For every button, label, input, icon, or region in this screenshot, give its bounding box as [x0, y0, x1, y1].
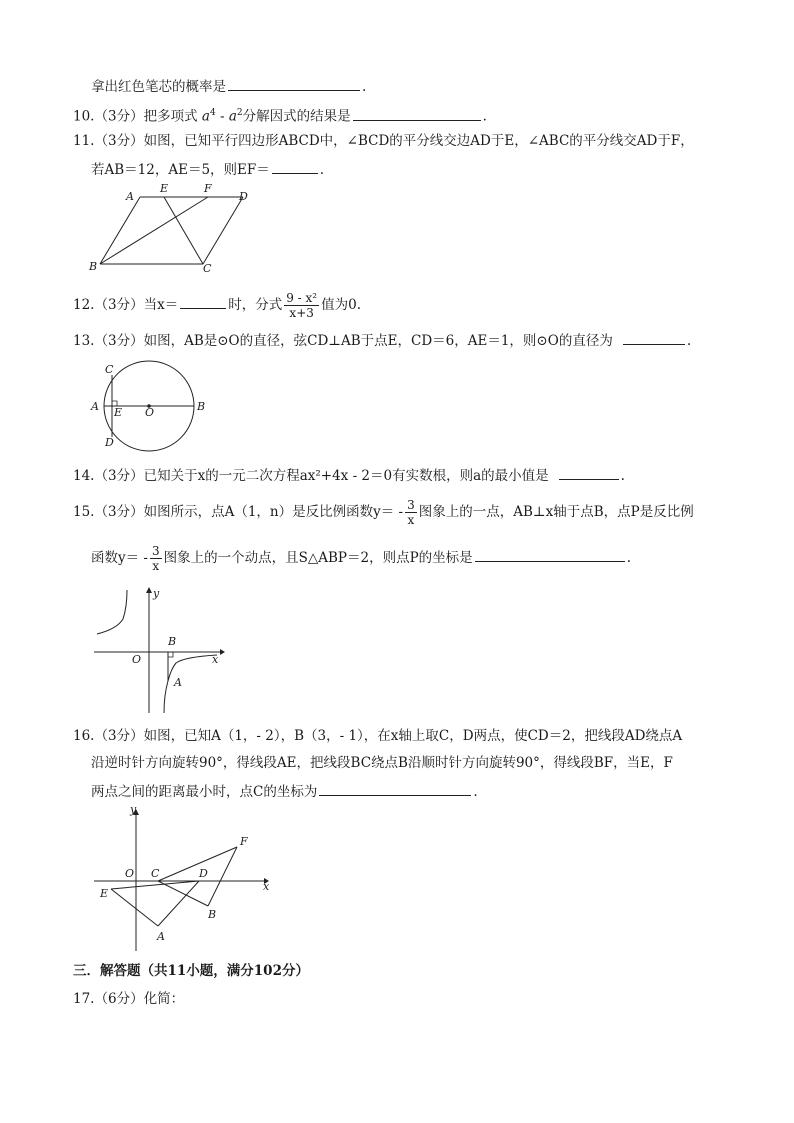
q11-label-F: F [204, 182, 212, 195]
q14-answer-blank[interactable] [559, 465, 619, 480]
q12-answer-blank[interactable] [180, 294, 226, 309]
q12-fraction-numerator: 9 - x² [286, 291, 318, 305]
q11-parallelogram-figure [88, 180, 258, 275]
q15-x-axis-arrow [220, 649, 225, 655]
q15-fraction-2-numerator: 3 [151, 544, 160, 558]
q15-label-O: O [132, 653, 142, 666]
q10-end: . [482, 108, 487, 125]
q10-var-a: a [201, 108, 210, 125]
q11-bisector-BF [100, 197, 208, 264]
q15-number: 15. [73, 504, 95, 520]
q11-line2 [91, 159, 324, 180]
q13-label-D: D [105, 436, 114, 449]
q10-exp4: 4 [209, 108, 216, 118]
q15-fraction-2 [150, 544, 162, 573]
q16-label-A: A [157, 930, 165, 943]
q11-line1 [73, 131, 694, 151]
q13-end: . [686, 333, 692, 349]
q10-post: 分解因式的结果是 [242, 108, 351, 125]
q13-answer-blank[interactable] [623, 330, 685, 345]
q13-label-A: A [91, 400, 99, 413]
q15-fraction-1-denominator: x [407, 513, 415, 527]
q11-score: （3分） [94, 133, 144, 149]
q13-line [73, 330, 691, 351]
q13-label-O: O [145, 406, 155, 419]
q16-segment-CF [158, 847, 237, 881]
q12-pre: 当x＝ [143, 297, 179, 313]
q11-label-D: D [239, 190, 248, 203]
q15-answer-blank[interactable] [475, 547, 625, 562]
q16-segment-CB [158, 881, 208, 906]
q16-figure-svg [92, 805, 277, 955]
q17-number: 17. [73, 991, 95, 1007]
q10-number: 10. [73, 108, 95, 125]
q11-text-line1: 如图，已知平行四边形ABCD中，∠BCD的平分线交边AD于E，∠ABC的平分线交AD于F， [143, 133, 694, 149]
q15-text-line2-post: 图象上的一个动点，且S△ABP＝2，则点P的坐标是 [163, 550, 473, 566]
q10-minus: - [215, 108, 229, 125]
q16-label-y: y [130, 803, 137, 816]
q15-branch-second-quadrant [97, 590, 127, 634]
q13-score: （3分） [94, 333, 144, 349]
section-3-title: 三．解答题（共11小题，满分102分） [73, 963, 309, 979]
q14-line [73, 465, 625, 486]
q16-segment-ED [111, 881, 199, 889]
q12-post: 值为0. [321, 297, 361, 313]
q16-segment-EA [111, 889, 158, 926]
q15-line2 [91, 544, 631, 573]
q15-line1 [73, 498, 694, 527]
q15-y-axis-arrow [146, 587, 152, 593]
q13-label-E: E [114, 406, 123, 419]
q9-tail-line [91, 76, 366, 97]
q12-fraction [284, 291, 319, 320]
q11-bisector-CE [164, 197, 203, 264]
q11-figure-svg [88, 180, 258, 275]
q16-label-O: O [125, 867, 135, 880]
q12-mid: 时，分式 [228, 297, 283, 313]
q13-label-C: C [105, 363, 114, 376]
q15-label-x: x [212, 653, 219, 666]
q15-end: . [626, 550, 631, 566]
q16-line3 [91, 781, 478, 802]
q10-score: （3分） [94, 108, 144, 125]
q16-answer-blank[interactable] [319, 781, 471, 796]
q15-text-line1-pre: 如图所示，点A（1，n）是反比例函数y＝ - [143, 504, 404, 520]
q16-label-F: F [240, 835, 248, 848]
q16-text-line1: 如图，已知A（1，- 2），B（3，- 1），在x轴上取C，D两点，使CD＝2，把线段AD绕点A [143, 728, 683, 744]
q15-score: （3分） [94, 504, 144, 520]
q13-number: 13. [73, 333, 95, 349]
q10-pre: 把多项式 [143, 108, 198, 125]
q11-label-E: E [160, 182, 169, 195]
q12-score: （3分） [94, 297, 144, 313]
q13-label-B: B [197, 400, 206, 413]
q13-text: 如图，AB是⊙O的直径，弦CD⊥AB于点E，CD＝6，AE＝1，则⊙O的直径为 [143, 333, 613, 349]
q11-number: 11. [73, 133, 95, 149]
q16-label-x: x [263, 880, 270, 893]
q15-fraction-2-denominator: x [152, 559, 160, 573]
q13-figure-svg [88, 358, 218, 453]
q16-score: （3分） [94, 728, 144, 744]
q11-side-DC [203, 197, 243, 264]
q12-fraction-denominator: x+3 [289, 306, 314, 320]
q9-tail-text: 拿出红色笔芯的概率是 [91, 79, 226, 95]
q15-fraction-1 [405, 498, 417, 527]
q15-text-line1-post: 图象上的一点，AB⊥x轴于点B，点P是反比例 [418, 504, 694, 520]
q16-segment-AD [158, 881, 199, 926]
q11-text-line2: 若AB＝12，AE＝5，则EF＝ [91, 162, 270, 178]
q9-answer-blank[interactable] [228, 76, 360, 91]
q11-label-B: B [89, 260, 98, 273]
q15-label-A: A [174, 676, 182, 689]
q16-rotation-figure [92, 805, 277, 955]
q14-number: 14. [73, 468, 95, 484]
q14-text: 已知关于x的一元二次方程ax²+4x - 2＝0有实数根，则a的最小值是 [143, 468, 549, 484]
q11-side-AB [100, 197, 140, 264]
q15-right-angle-mark [168, 652, 173, 657]
q16-label-B: B [208, 908, 217, 921]
q11-answer-blank[interactable] [272, 159, 318, 174]
q15-text-line2-pre: 函数y＝ - [91, 550, 148, 566]
q15-branch-fourth-quadrant [164, 655, 217, 713]
q13-circle-figure [88, 358, 218, 453]
q16-label-E: E [100, 887, 109, 900]
q15-figure-svg [92, 585, 227, 715]
q11-end: . [319, 162, 325, 178]
q16-label-C: C [151, 867, 160, 880]
q10-answer-blank[interactable] [353, 106, 481, 121]
q17-text: 化简： [143, 991, 185, 1007]
q14-score: （3分） [94, 468, 144, 484]
q15-fraction-1-numerator: 3 [407, 498, 415, 512]
q11-label-A: A [126, 190, 134, 203]
q16-number: 16. [73, 728, 95, 744]
q15-label-y: y [153, 587, 160, 600]
q10-line [73, 103, 487, 127]
q16-label-D: D [199, 867, 208, 880]
q12-line [73, 291, 361, 320]
q16-segment-BF [208, 847, 237, 906]
q17-score: （6分） [94, 991, 144, 1007]
q16-end: . [473, 784, 478, 800]
section-3-heading [73, 961, 309, 981]
q16-line1 [73, 726, 682, 746]
q9-end: . [362, 79, 367, 95]
q10-exp2: 2 [236, 108, 243, 118]
q15-hyperbola-figure [92, 585, 227, 715]
q12-number: 12. [73, 297, 95, 313]
q16-text-line2: 沿逆时针方向旋转90°，得线段AE，把线段BC绕点B沿顺时针方向旋转90°，得线段BF，当E，F [91, 755, 673, 771]
q14-end: . [620, 468, 625, 484]
q16-text-line3: 两点之间的距离最小时，点C的坐标为 [91, 784, 318, 800]
q17-line [73, 989, 184, 1009]
q15-label-B: B [168, 635, 177, 648]
q16-line2 [91, 753, 673, 773]
q10-var-a2: a [228, 108, 237, 125]
q11-label-C: C [203, 262, 212, 275]
